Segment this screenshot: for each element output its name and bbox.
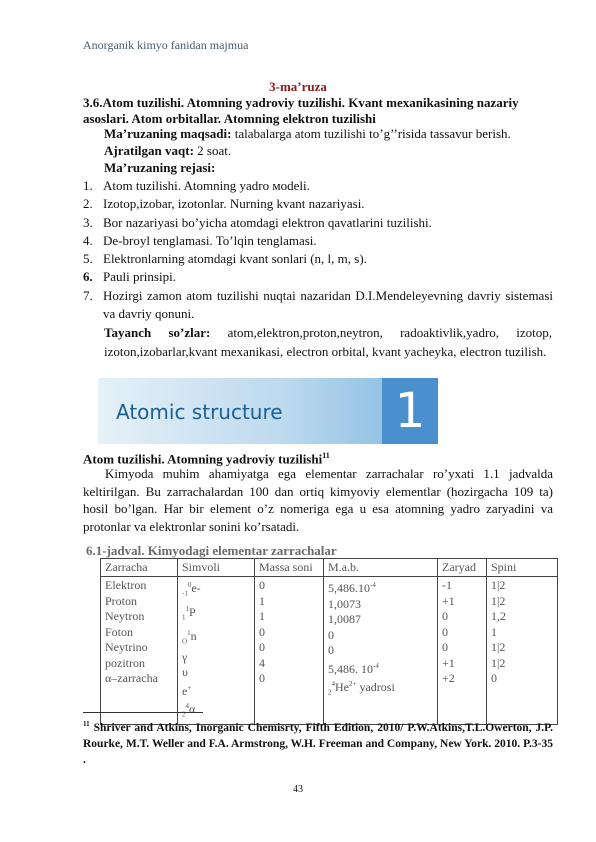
column-header: Zarracha: [101, 559, 178, 577]
running-header: Anorganik kimyo fanidan majmua: [83, 38, 249, 52]
time-label: Ajratilgan vaqt:: [104, 143, 194, 158]
lecture-label: 3-ma’ruza: [269, 79, 327, 94]
keywords-text: atom,elektron,proton,neytron, radoaktivlik,yadro, izotop, izoton,izobarlar,kvant mexanikasi, electron orbital, kvant yacheyka, electron tuzilish.: [104, 325, 553, 359]
list-item: 7. Hozirgi zamon atom tuzilishi nuqtai nazaridan D.I.Mendeleyevning davriy sistemasi va davriy qonuni.: [83, 287, 553, 322]
particles-table: [100, 558, 558, 725]
particle-names: Elektron Proton Neytron Foton Neytrino pozitron α–zarracha: [101, 577, 178, 725]
intro-paragraph: Kimyoda muhim ahamiyatga ega elementar zarrachalar ro’yxati 1.1 jadvalda keltirilgan. Bu zarrachalardan 100 dan ortiq kimyoviy elementlar (hozirgacha 109 ta) hosil bo’lgan. Har bir element o’z nomeriga ega u esa atomning yadro zaryadini va protonlar va elektronlar sonini ko’rsatadi.: [83, 466, 553, 534]
list-item: 5. Elektronlarning atomdagi kvant sonlari (n, l, m, s).: [83, 251, 367, 267]
column-header: Spini: [487, 559, 558, 577]
purpose-text: talabalarga atom tuzilishi to’g’’risida tassavur berish.: [234, 126, 511, 141]
amu-values: $5,486.10^{-4}$ 1,0073 1,0087 0 0 5,486. $10^{-4}$ $_2^4He^{2+}$ yadrosi: [324, 577, 438, 725]
banner-text: Atomic structure: [116, 400, 283, 424]
purpose-label: Ma’ruzaning maqsadi:: [104, 126, 232, 141]
spins: 1|2 1|2 1,2 1 1|2 1|2 0: [487, 577, 558, 725]
list-item: 2. Izotop,izobar, izotonlar. Nurning kvant nazariyasi.: [83, 196, 365, 212]
list-item: 6. Pauli prinsipi.: [83, 269, 176, 285]
table-row: [101, 577, 558, 725]
charges: -1 +1 0 0 0 +1 +2: [438, 577, 487, 725]
time-text: 2 soat.: [197, 143, 232, 158]
table-header-row: [101, 559, 558, 577]
list-item: 4. De-broyl tenglamasi. To’lqin tenglamasi.: [83, 232, 317, 248]
banner-number: 1: [382, 378, 438, 444]
page-number: 43: [293, 784, 303, 795]
purpose-line: [104, 125, 554, 142]
column-header: Massa soni: [255, 559, 324, 577]
column-header: Simvoli: [178, 559, 255, 577]
mass-numbers: 0 1 1 0 0 4 0: [255, 577, 324, 725]
keywords: [104, 324, 552, 361]
lecture-title: 3.6.Atom tuzilishi. Atomning yadroviy tuzilishi. Kvant mexanikasining nazariy asoslari. Atom orbitallar. Atomning elektron tuzilishi: [83, 95, 519, 126]
list-item: 1. Atom tuzilishi. Atomning yadro моdeli.: [83, 178, 310, 193]
chapter-banner: [98, 378, 438, 444]
section-title: Atom tuzilishi. Atomning yadroviy tuzilishi$^{11}$: [83, 451, 330, 467]
plan-list: [83, 177, 553, 323]
particle-symbols: $_{-1}^0$e- $_1^1$P $_O^1$n γ υ e+ $_2^4$α: [178, 577, 255, 725]
footnote-divider: [83, 712, 203, 713]
column-header: Zaryad: [438, 559, 487, 577]
footnote-ref: 11: [322, 451, 330, 460]
table-caption: 6.1-jadval. Kimyodagi elementar zarrachalar: [86, 543, 337, 558]
plan-label: Ma’ruzaning rejasi:: [104, 160, 216, 175]
footnote: $^{11}$ Shriver and Atkins, Inorganic Chemisrty, Fifth Edition, 2010/ P.W.Atkins,T.L.Owerton, J.P. Rourke, M.T. Weller and F.A. Armstrong, W.H. Freeman and Company, New York. 2010. P.3-35 .: [83, 720, 554, 766]
time-line: [104, 142, 231, 159]
list-item: 3. Bor nazariyasi bo’yicha atomdagi elektron qavatlarini tuzilishi.: [83, 214, 432, 230]
keywords-label: Tayanch so’zlar:: [104, 325, 211, 340]
column-header: M.a.b.: [324, 559, 438, 577]
